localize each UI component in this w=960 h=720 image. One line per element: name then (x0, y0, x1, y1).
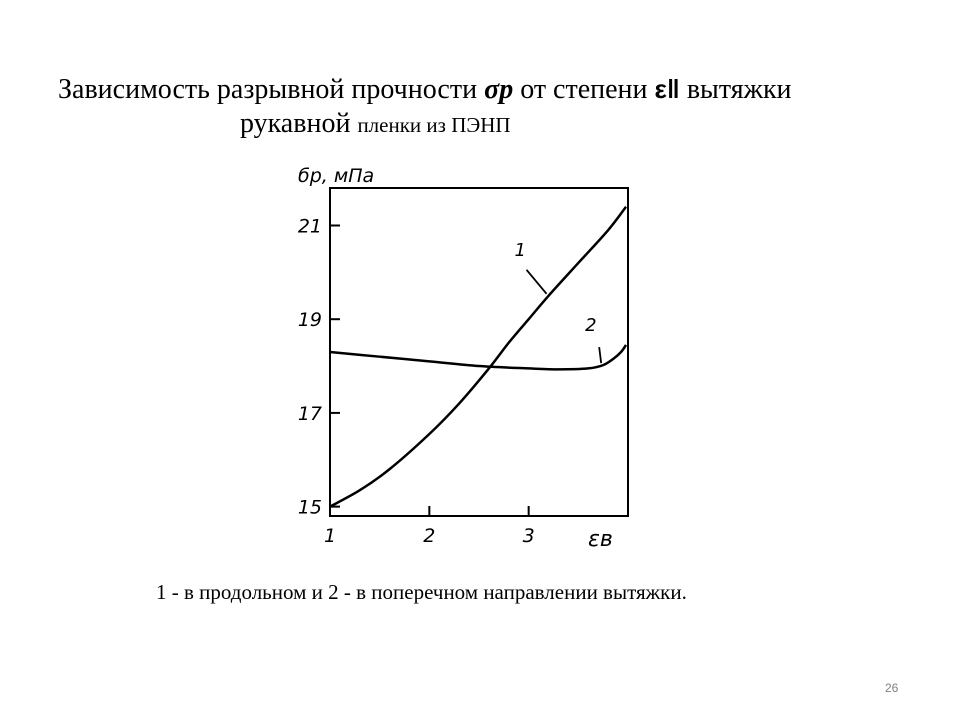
strength-chart (280, 150, 660, 560)
y-axis-label: бр, мПа (298, 165, 375, 187)
plot-frame (330, 188, 628, 516)
x-tick-label: 3 (522, 525, 535, 547)
series-1-label: 1 (514, 239, 526, 261)
series-2-label: 2 (585, 315, 597, 337)
y-tick-label: 19 (297, 309, 322, 332)
title-line2-a: рукавной (240, 108, 358, 139)
y-tick-label: 15 (297, 496, 322, 519)
title-line2-b: пленки из ПЭНП (357, 113, 511, 137)
x-tick-label: 2 (423, 525, 436, 547)
title-part2: от степени (513, 74, 655, 105)
y-tick-label: 21 (297, 215, 322, 238)
series-2-leader (599, 347, 601, 363)
series-2-line (330, 345, 626, 369)
axis-ticks (298, 215, 535, 547)
slide-title-line1 (58, 74, 792, 106)
x-axis-label: εв (588, 527, 613, 552)
epsilon-parallel-symbol: ε‖ (654, 74, 680, 104)
title-part1: Зависимость разрывной прочности (58, 74, 485, 105)
sigma-symbol: σр (484, 74, 514, 105)
y-tick-label: 17 (297, 402, 322, 425)
page-number: 26 (885, 681, 899, 695)
title-part3: вытяжки (679, 74, 792, 105)
x-tick-label: 1 (323, 525, 337, 547)
figure-caption: 1 - в продольном и 2 - в поперечном направлении вытяжки. (156, 580, 687, 604)
slide-title-line2 (240, 108, 511, 140)
series-layer (330, 207, 626, 507)
series-1-leader (527, 270, 547, 294)
